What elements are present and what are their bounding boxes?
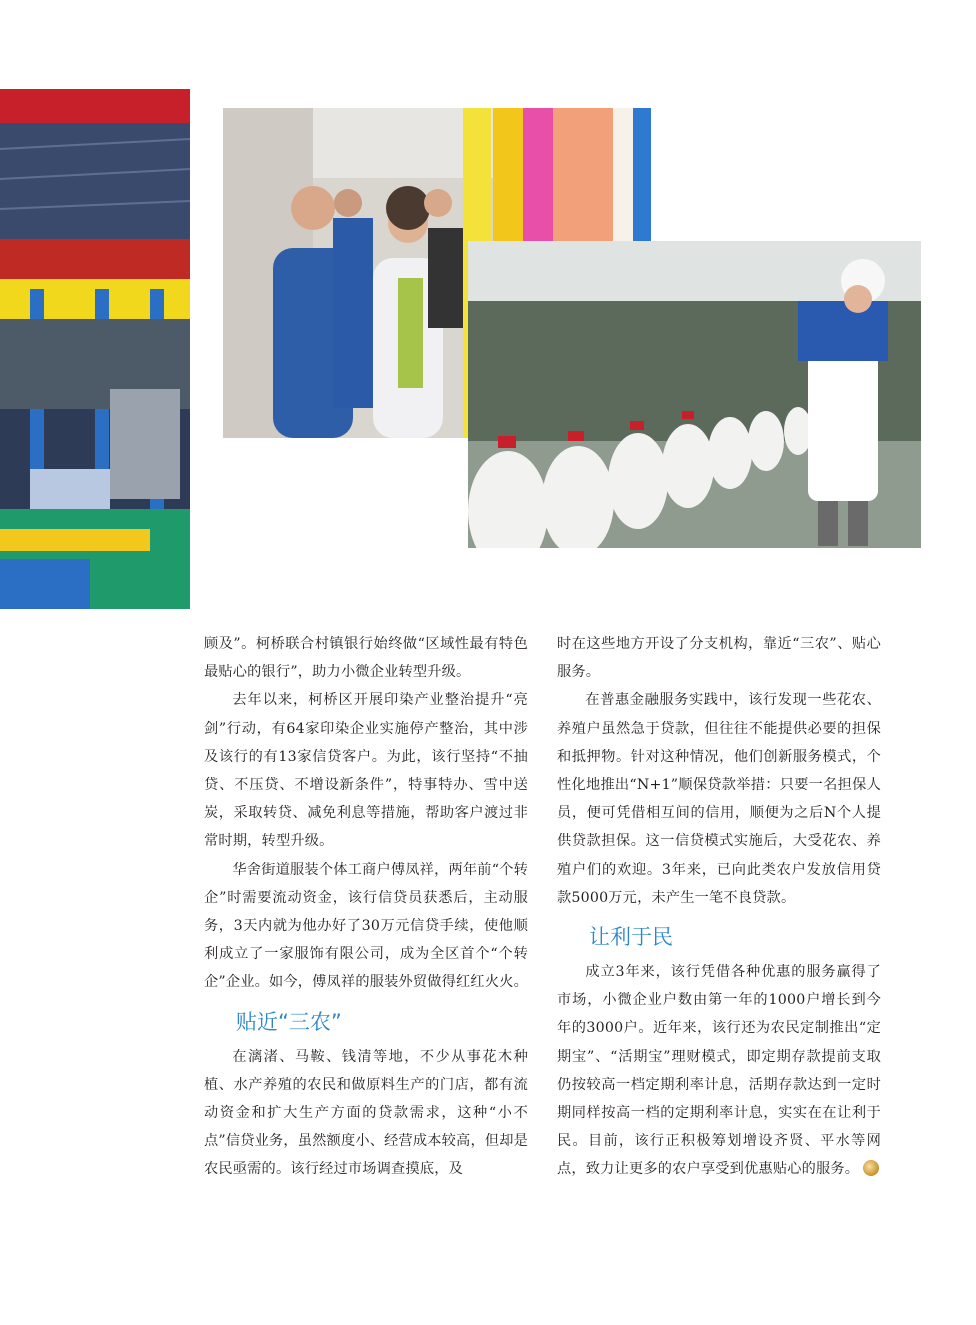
article-end-icon — [863, 1160, 879, 1176]
paragraph: 在漓渚、马鞍、钱清等地，不少从事花木种植、水产养殖的农民和做原料生产的门店，都有流动资金和扩大生产方面的贷款需求，这种“小不点”信贷业务，虽然额度小、经营成本较高，但却是农民亟需的。该行经过市场调查摸底，及 — [204, 1048, 528, 1178]
paragraph: 在普惠金融服务实践中，该行发现一些花农、养殖户虽然急于贷款，但往往不能提供必要的担保和抵押物。针对这种情况，他们创新服务模式，个性化地推出“N+1”顺保贷款举措：只要一名担保人员，便可凭借相互间的信用，顺便为之后N个人提供贷款担保。这一信贷模式实施后，大受花农、养殖户们的欢迎。3年来，已向此类农户发放信用贷款5000万元，未产生一笔不良贷款。 — [557, 692, 881, 906]
paragraph: 华舍街道服装个体工商户傅凤祥，两年前“个转企”时需要流动资金，该行信贷员获悉后，主动服务，3天内就为他办好了30万元信贷手续，使他顺利成立了一家服饰有限公司，成为全区首个“个转企”企业。如今，傅凤祥的服装外贸做得红红火火。 — [204, 861, 528, 991]
section-heading-rangli: 让利于民 — [589, 925, 673, 950]
factory-photo — [0, 89, 190, 609]
spinning-mill-photo — [468, 241, 921, 548]
section-heading-sannong: 贴近“三农” — [236, 1009, 342, 1034]
paragraph-text: 成立3年来，该行凭借各种优惠的服务赢得了市场，小微企业户数由第一年的1000户增长到今年的3000户。近年来，该行还为农民定制推出“定期宝”、“活期宝”理财模式，即定期存款提前支取仍按较高一档定期利率计息，活期存款达到一定时期同样按高一档的定期利率计息，实实在在让利于民。目前，该行正积极筹划增设齐贤、平水等网点，致力让更多的农户享受到优惠贴心的服务。 — [557, 964, 881, 1178]
article-column-left — [204, 630, 528, 1184]
article-column-right — [557, 630, 881, 1184]
paragraph: 去年以来，柯桥区开展印染产业整治提升“亮剑”行动，有64家印染企业实施停产整治，其中涉及该行的有13家信贷客户。为此，该行坚持“不抽贷、不压贷、不增设新条件”，特事特办、雪中送炭，采取转贷、减免利息等措施，帮助客户渡过非常时期，转型升级。 — [204, 692, 528, 850]
paragraph: 时在这些地方开设了分支机构，靠近“三农”、贴心服务。 — [557, 636, 881, 681]
paragraph: 顾及”。柯桥联合村镇银行始终做“区域性最有特色最贴心的银行”，助力小微企业转型升级。 — [204, 636, 528, 681]
paragraph-final — [557, 958, 881, 1184]
